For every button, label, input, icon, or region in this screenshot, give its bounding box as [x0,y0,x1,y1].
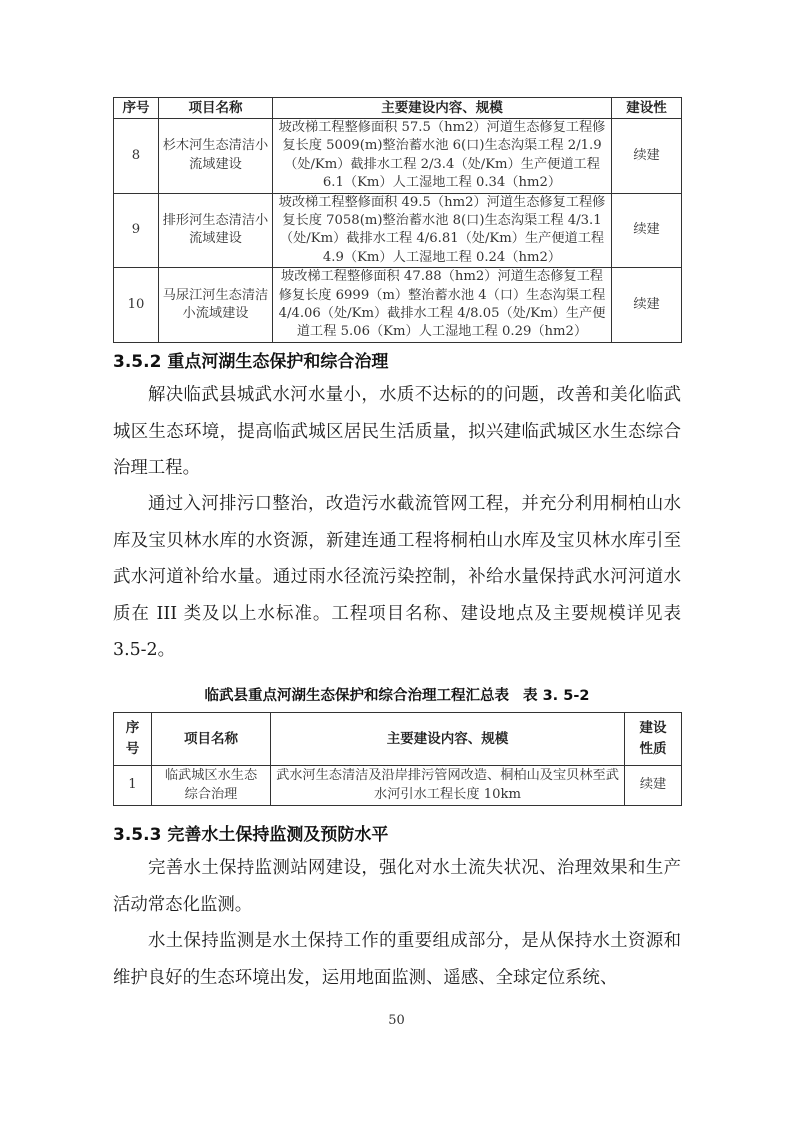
table-caption-title: 临武县重点河湖生态保护和综合治理工程汇总表 [204,688,510,704]
table-header-row [114,98,682,119]
cell-no: 10 [114,268,159,343]
cell-content: 坡改梯工程整修面积 49.5（hm2）河道生态修复工程修复长度 7058(m)整治蓄水池 8(口)生态沟渠工程 4/3.1（处/Km）截排水工程 4/6.81（处/Km）生产便道工程 4.9（Km）人工湿地工程 0.24（hm2） [273,193,612,268]
cell-name: 杉木河生态清洁小流域建设 [159,119,273,194]
cell-no: 9 [114,193,159,268]
cell-no: 8 [114,119,159,194]
paragraph: 通过入河排污口整治，改造污水截流管网工程，并充分利用桐柏山水库及宝贝林水库的水资源，新建连通工程将桐柏山水库及宝贝林水库引至武水河道补给水量。通过雨水径流污染控制，补给水量保持武水河河道水质在 III 类及以上水标准。工程项目名称、建设地点及主要规模详见表 3.5-2。 [113,494,681,660]
cell-name: 临武城区水生态综合治理 [152,766,271,806]
paragraph: 完善水土保持监测站网建设，强化对水土流失状况、治理效果和生产活动常态化监测。 [113,858,681,915]
page-number: 50 [388,1013,405,1028]
header-no: 序号 [114,713,152,766]
cell-type: 续建 [612,119,682,194]
cell-type: 续建 [612,268,682,343]
header-name: 项目名称 [159,98,273,119]
cell-type: 续建 [625,766,682,806]
table-row [114,193,682,268]
river-lake-project-table [113,712,682,806]
section-heading-3-5-3: 3.5.3 完善水土保持监测及预防水平 [113,825,389,845]
table-row [114,268,682,343]
table-header-row [114,713,682,766]
table-caption-number: 表 3. 5-2 [523,688,590,704]
cell-content: 坡改梯工程整修面积 57.5（hm2）河道生态修复工程修复长度 5009(m)整治蓄水池 6(口)生态沟渠工程 2/1.9（处/Km）截排水工程 2/3.4（处/Km）生产便道工程 6.1（Km）人工湿地工程 0.34（hm2） [273,119,612,194]
cell-name: 排形河生态清洁小流域建设 [159,193,273,268]
header-content: 主要建设内容、规模 [273,98,612,119]
header-name: 项目名称 [152,713,271,766]
project-table-continued [113,97,682,343]
section-heading-3-5-2: 3.5.2 重点河湖生态保护和综合治理 [113,352,389,372]
table-row [114,766,682,806]
paragraph: 解决临武县城武水河水量小，水质不达标的的问题，改善和美化临武城区生态环境，提高临武城区居民生活质量，拟兴建临武城区水生态综合治理工程。 [113,385,681,478]
cell-content: 武水河生态清洁及沿岸排污管网改造、桐柏山及宝贝林至武水河引水工程长度 10km [271,766,625,806]
cell-content: 坡改梯工程整修面积 47.88（hm2）河道生态修复工程修复长度 6999（m）整治蓄水池 4（口）生态沟渠工程 4/4.06（处/Km）截排水工程 4/8.05（处/Km）生产便道工程 5.06（Km）人工湿地工程 0.29（hm2） [273,268,612,343]
header-no: 序号 [114,98,159,119]
cell-name: 马尿江河生态清洁小流域建设 [159,268,273,343]
cell-type: 续建 [612,193,682,268]
paragraph: 水土保持监测是水土保持工作的重要组成部分，是从保持水土资源和维护良好的生态环境出发，运用地面监测、遥感、全球定位系统、 [113,931,681,988]
table-row [114,119,682,194]
header-type: 建设性 [612,98,682,119]
table-caption [113,684,681,705]
header-content: 主要建设内容、规模 [271,713,625,766]
header-type: 建设性质 [625,713,682,766]
cell-no: 1 [114,766,152,806]
